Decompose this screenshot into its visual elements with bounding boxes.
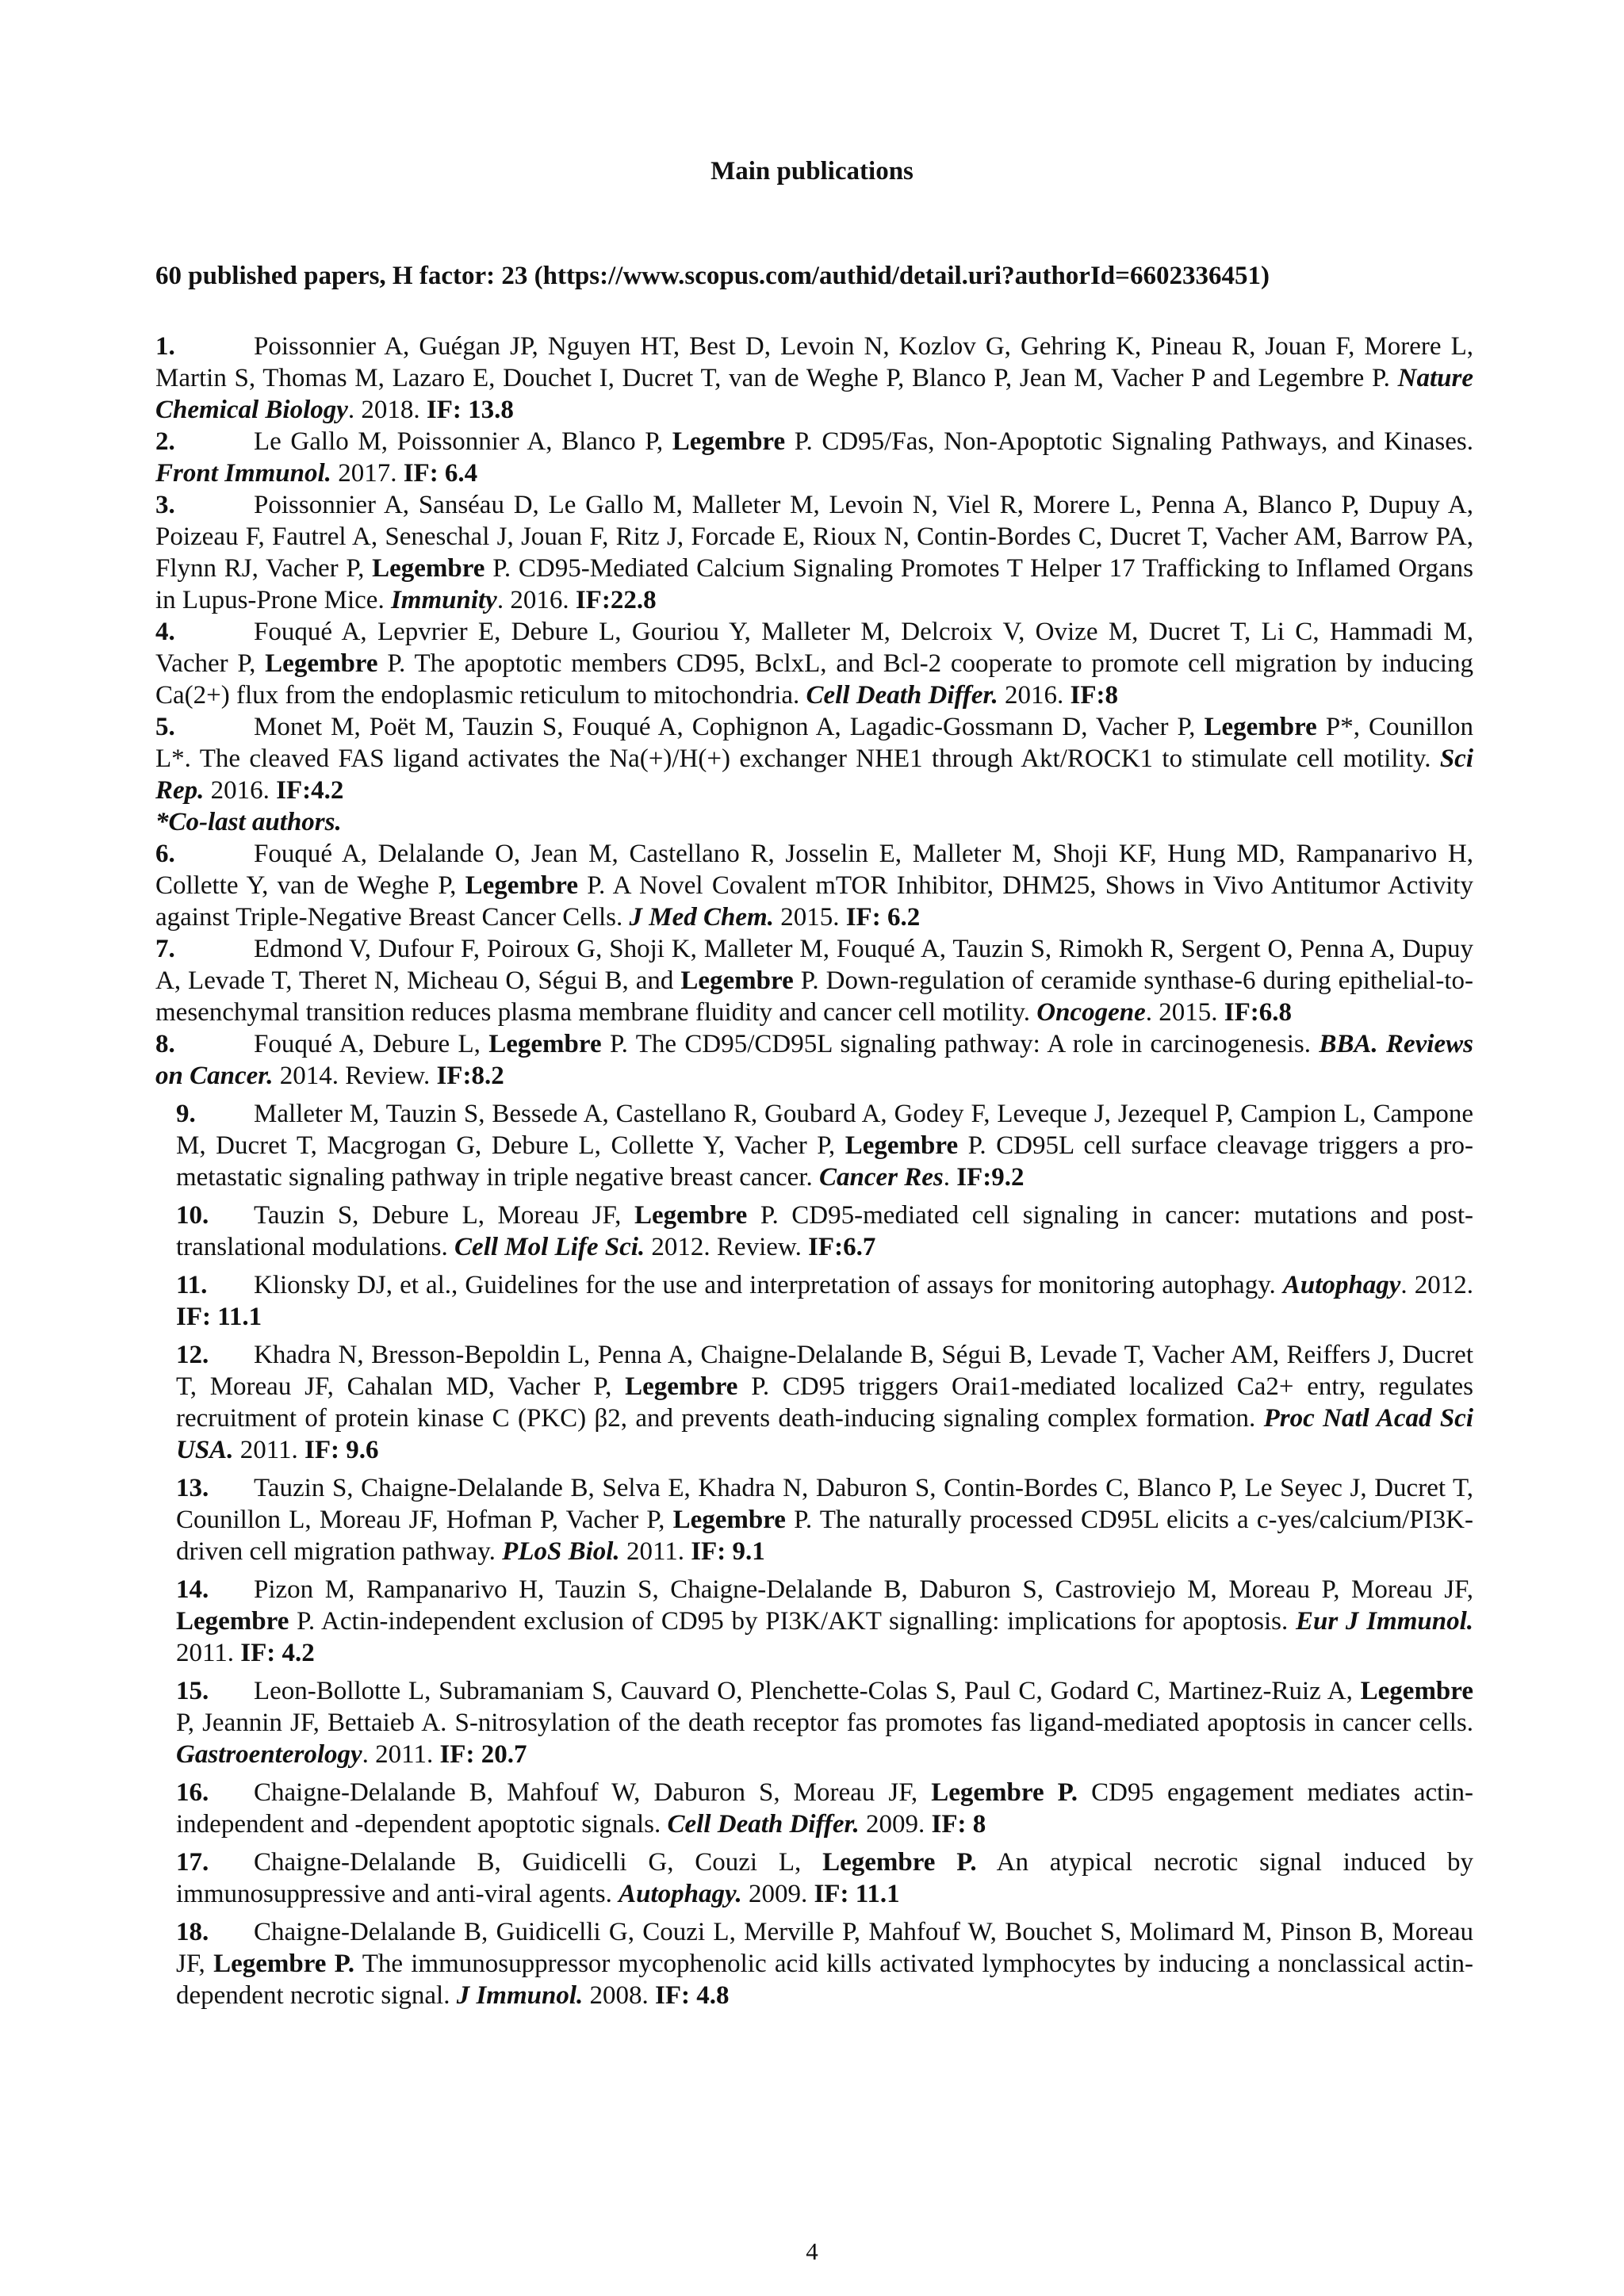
publication-journal: Cell Death Differ.: [806, 681, 998, 710]
publication-title: The immunosuppressor mycophenolic acid kills activated lymphocytes by inducing a nonclassical actin-dependent necrotic signal.: [176, 1950, 1473, 2010]
impact-factor: IF: 9.1: [691, 1537, 765, 1566]
publication-journal: Immunity: [390, 586, 497, 614]
publication-entry: [155, 1916, 1473, 2011]
self-author: Legembre: [845, 1131, 959, 1160]
publication-year: 2011.: [176, 1639, 241, 1667]
publication-authors: Tauzin S, Debure L, Moreau JF,: [254, 1201, 634, 1230]
self-author: Legembre: [465, 871, 578, 900]
co-last-footnote: *Co-last authors.: [155, 808, 342, 836]
impact-factor: IF:8: [1070, 681, 1119, 710]
publication-year: 2009.: [859, 1810, 932, 1839]
impact-factor: IF: 13.8: [426, 396, 514, 424]
publication-authors: Chaigne-Delalande B, Guidicelli G, Couzi L, Merville P, Mahfouf W, Bouchet S, Molimard M, Pinson B, Moreau JF,: [176, 1918, 1473, 1978]
publication-title: An atypical necrotic signal induced by immunosuppressive and anti-viral agents.: [176, 1848, 1473, 1908]
publication-authors: Malleter M, Tauzin S, Bessede A, Castellano R, Goubard A, Godey F, Leveque J, Jezequel P, Campion L, Campone M, Ducret T, Macgrogan G, Debure L, Collette Y, Vacher P,: [176, 1100, 1473, 1160]
publication-title: Guidelines for the use and interpretation of assays for monitoring autophagy.: [458, 1271, 1283, 1299]
publication-year: 2009.: [741, 1880, 814, 1908]
publication-title: Down-regulation of ceramide synthase-6 during epithelial-to-mesenchymal transition reduces plasma membrane fluidity and cancer cell motility.: [155, 966, 1473, 1027]
publication-journal: Nature Chemical Biology: [155, 364, 1474, 424]
publication-authors: Poissonnier A, Guégan JP, Nguyen HT, Best D, Levoin N, Kozlov G, Gehring K, Pineau R, Jouan F, Morere L, Martin S, Thomas M, Lazaro E, Douchet I, Ducret T, van de Weghe P, Blanco P, Jean M, Vacher P and Legembre P.: [155, 332, 1473, 392]
publication-co-authors: P.: [737, 1372, 770, 1401]
publication-entry: [155, 616, 1473, 711]
publication-year: . 2016.: [496, 586, 576, 614]
self-author: Legembre P.: [822, 1848, 977, 1877]
impact-factor: IF: 6.2: [845, 903, 921, 932]
publication-journal: Cell Mol Life Sci.: [454, 1233, 645, 1261]
self-author: Legembre: [672, 1506, 786, 1534]
publication-summary: 60 published papers, H factor: 23 (https://www.scopus.com/authid/detail.uri?authorId=6602336451): [155, 262, 1270, 290]
self-author: Legembre: [488, 1030, 602, 1058]
self-author: Legembre: [625, 1372, 738, 1401]
publication-year: 2015.: [773, 903, 846, 932]
page-number: 4: [806, 2237, 818, 2265]
publication-year: 2016.: [998, 681, 1071, 710]
impact-factor: IF:6.8: [1224, 998, 1292, 1027]
self-author: Legembre: [680, 966, 794, 995]
publication-number: 9.: [176, 1100, 196, 1128]
publication-entry: [155, 1028, 1473, 1092]
publication-entry: [155, 1574, 1473, 1669]
publication-journal: Front Immunol.: [155, 459, 331, 488]
publication-title: The cleaved FAS ligand activates the Na(+)/H(+) exchanger NHE1 through Akt/ROCK1 to stimulate cell motility.: [190, 744, 1440, 773]
publication-journal: J Med Chem.: [629, 903, 774, 932]
publication-authors: Monet M, Poët M, Tauzin S, Fouqué A, Cophignon A, Lagadic-Gossmann D, Vacher P,: [254, 713, 1205, 741]
publication-authors: Tauzin S, Chaigne-Delalande B, Selva E, Khadra N, Daburon S, Contin-Bordes C, Blanco P, Le Seyec J, Ducret T, Counillon L, Moreau JF, Hofman P, Vacher P,: [176, 1474, 1473, 1534]
impact-factor: IF: 20.7: [439, 1740, 527, 1769]
publication-entry: [155, 1472, 1473, 1567]
publication-entry: [155, 711, 1473, 806]
self-author: Legembre: [672, 427, 786, 456]
publication-co-authors: P.: [377, 649, 406, 678]
publication-co-authors: P.: [793, 966, 819, 995]
publication-title: CD95/Fas, Non-Apoptotic Signaling Pathways, and Kinases.: [812, 427, 1473, 456]
self-author: Legembre: [1360, 1677, 1473, 1705]
publication-number: 15.: [176, 1677, 209, 1705]
publication-title: CD95L cell surface cleavage triggers a pro-metastatic signaling pathway in triple negative breast cancer.: [176, 1131, 1473, 1192]
publication-journal: Proc Natl Acad Sci USA.: [176, 1404, 1473, 1464]
publication-year: 2016.: [204, 776, 277, 805]
publication-co-authors: P.: [485, 554, 511, 583]
self-author: Legembre P.: [931, 1778, 1078, 1807]
publication-number: 12.: [176, 1341, 209, 1369]
publication-number: 18.: [176, 1918, 209, 1946]
publication-number: 16.: [176, 1778, 209, 1807]
publication-number: 13.: [176, 1474, 209, 1502]
publication-authors: Chaigne-Delalande B, Guidicelli G, Couzi L,: [254, 1848, 823, 1877]
impact-factor: IF: 4.8: [655, 1981, 730, 2010]
publication-entry: [155, 1777, 1473, 1840]
publication-entry: [155, 1846, 1473, 1910]
publication-year: . 2011.: [362, 1740, 440, 1769]
publication-year: 2017.: [331, 459, 404, 488]
publication-title: The naturally processed CD95L elicits a c-yes/calcium/PI3K-driven cell migration pathway.: [176, 1506, 1473, 1566]
publication-number: 6.: [155, 840, 175, 868]
publication-number: 8.: [155, 1030, 175, 1058]
publication-year: 2008.: [583, 1981, 656, 2010]
publication-year: 2014. Review.: [273, 1062, 437, 1090]
publication-title: CD95-mediated cell signaling in cancer: mutations and post-translational modulations.: [176, 1201, 1474, 1261]
publication-journal: Autophagy: [1282, 1271, 1401, 1299]
self-author: Legembre: [265, 649, 378, 678]
publication-co-authors: P.: [289, 1607, 316, 1636]
page-title: Main publications: [710, 157, 914, 186]
publication-number: 1.: [155, 332, 175, 361]
publication-authors: Chaigne-Delalande B, Mahfouf W, Daburon S, Moreau JF,: [254, 1778, 932, 1807]
publication-entry: [155, 1269, 1473, 1333]
self-author: Legembre: [372, 554, 485, 583]
publication-number: 10.: [176, 1201, 209, 1230]
publication-year: .: [943, 1163, 957, 1192]
publication-title: The CD95/CD95L signaling pathway: A role in carcinogenesis.: [627, 1030, 1320, 1058]
publication-co-authors: P*, Counillon L*.: [155, 713, 1473, 773]
impact-factor: IF: 11.1: [814, 1880, 900, 1908]
publication-co-authors: P.: [601, 1030, 628, 1058]
publication-year: . 2018.: [347, 396, 427, 424]
publication-number: 3.: [155, 491, 175, 519]
publication-year: 2012. Review.: [645, 1233, 809, 1261]
impact-factor: IF: 6.4: [403, 459, 478, 488]
publication-entry: [155, 1339, 1473, 1466]
publication-title: The apoptotic members CD95, BclxL, and Bcl-2 cooperate to promote cell migration by inducing Ca(2+) flux from the endoplasmic reticulum to mitochondria.: [155, 649, 1473, 710]
publication-year: 2011.: [619, 1537, 691, 1566]
self-author: Legembre: [1204, 713, 1317, 741]
publication-entry: [155, 1098, 1473, 1193]
self-author: Legembre P.: [213, 1950, 355, 1978]
publication-entry: [155, 331, 1473, 426]
publication-title: S-nitrosylation of the death receptor fas promotes fas ligand-mediated apoptosis in cancer cells.: [446, 1709, 1473, 1737]
publication-title: CD95-Mediated Calcium Signaling Promotes T Helper 17 Trafficking to Inflamed Organs in Lupus-Prone Mice.: [155, 554, 1473, 614]
impact-factor: IF: 9.6: [304, 1436, 379, 1464]
publication-entry: [155, 933, 1473, 1028]
publication-title: CD95 engagement mediates actin-independent and -dependent apoptotic signals.: [176, 1778, 1473, 1839]
publication-co-authors: P.: [958, 1131, 986, 1160]
publication-title: CD95 triggers Orai1-mediated localized Ca2+ entry, regulates recruitment of protein kinase C (PKC) β2, and prevents death-inducing signaling complex formation.: [176, 1372, 1473, 1433]
publication-title: [1390, 364, 1398, 392]
publication-entry: [155, 426, 1473, 489]
impact-factor: IF:9.2: [956, 1163, 1025, 1192]
publication-journal: J Immunol.: [456, 1981, 584, 2010]
publication-journal: Gastroenterology: [176, 1740, 362, 1769]
publication-title: A Novel Covalent mTOR Inhibitor, DHM25, Shows in Vivo Antitumor Activity against Triple-Negative Breast Cancer Cells.: [155, 871, 1474, 932]
publication-number: 11.: [176, 1271, 208, 1299]
impact-factor: IF:4.2: [276, 776, 344, 805]
impact-factor: IF:6.7: [808, 1233, 876, 1261]
impact-factor: IF:8.2: [436, 1062, 504, 1090]
publication-year: . 2015.: [1145, 998, 1224, 1027]
publication-journal: Oncogene: [1036, 998, 1146, 1027]
publication-co-authors: P.: [785, 427, 813, 456]
publication-authors: Fouqué A, Lepvrier E, Debure L, Gouriou Y, Malleter M, Delcroix V, Ovize M, Ducret T, Li C, Hammadi M, Vacher P,: [155, 618, 1473, 678]
publication-journal: BBA. Reviews on Cancer.: [155, 1030, 1473, 1090]
publication-authors: Fouqué A, Debure L,: [254, 1030, 489, 1058]
publication-co-authors: P.: [578, 871, 606, 900]
publication-journal: PLoS Biol.: [502, 1537, 620, 1566]
publication-year: . 2012.: [1400, 1271, 1473, 1299]
publication-co-authors: P, Jeannin JF, Bettaieb A.: [176, 1709, 447, 1737]
publication-number: 5.: [155, 713, 175, 741]
publication-journal: Eur J Immunol.: [1295, 1607, 1474, 1636]
publication-number: 7.: [155, 935, 175, 963]
publication-journal: Autophagy.: [619, 1880, 742, 1908]
publication-co-authors: P.: [747, 1201, 779, 1230]
self-author: Legembre: [176, 1607, 289, 1636]
publication-title: Actin-independent exclusion of CD95 by PI3K/AKT signalling: implications for apoptosis.: [315, 1607, 1296, 1636]
publication-authors: Khadra N, Bresson-Bepoldin L, Penna A, Chaigne-Delalande B, Ségui B, Levade T, Vacher AM, Reiffers J, Ducret T, Moreau JF, Cahalan MD, Vacher P,: [176, 1341, 1473, 1401]
impact-factor: IF:22.8: [575, 586, 657, 614]
publication-journal: Sci Rep.: [155, 744, 1473, 805]
publication-authors: Poissonnier A, Sanséau D, Le Gallo M, Malleter M, Levoin N, Viel R, Morere L, Penna A, Blanco P, Dupuy A, Poizeau F, Fautrel A, Seneschal J, Jouan F, Ritz J, Forcade E, Rioux N, Contin-Bordes C, Ducret T, Vacher AM, Barrow PA, Flynn RJ, Vacher P,: [155, 491, 1473, 583]
publication-authors: Leon-Bollotte L, Subramaniam S, Cauvard O, Plenchette-Colas S, Paul C, Godard C, Martinez-Ruiz A,: [254, 1677, 1361, 1705]
publication-journal: Cancer Res: [818, 1163, 944, 1192]
publication-authors: Klionsky DJ, et al.,: [254, 1271, 458, 1299]
publication-authors: Fouqué A, Delalande O, Jean M, Castellano R, Josselin E, Malleter M, Shoji KF, Hung MD, Rampanarivo H, Collette Y, van de Weghe P,: [155, 840, 1473, 900]
publication-list: [155, 331, 1473, 2011]
publication-authors: Edmond V, Dufour F, Poiroux G, Shoji K, Malleter M, Fouqué A, Tauzin S, Rimokh R, Sergent O, Penna A, Dupuy A, Levade T, Theret N, Micheau O, Ségui B, and: [155, 935, 1473, 995]
publication-authors: Pizon M, Rampanarivo H, Tauzin S, Chaigne-Delalande B, Daburon S, Castroviejo M, Moreau P, Moreau JF,: [254, 1575, 1473, 1604]
publication-authors: Le Gallo M, Poissonnier A, Blanco P,: [254, 427, 672, 456]
publication-co-authors: P.: [785, 1506, 813, 1534]
publication-entry: [155, 1675, 1473, 1770]
publication-number: 2.: [155, 427, 175, 456]
impact-factor: IF: 4.2: [240, 1639, 315, 1667]
publication-entry: [155, 838, 1473, 933]
publication-entry: [155, 1200, 1473, 1263]
impact-factor: IF: 8: [931, 1810, 986, 1839]
publication-entry: [155, 489, 1473, 616]
publication-number: 4.: [155, 618, 175, 646]
publication-number: 14.: [176, 1575, 209, 1604]
publication-number: 17.: [176, 1848, 209, 1877]
self-author: Legembre: [634, 1201, 748, 1230]
publication-journal: Cell Death Differ.: [667, 1810, 860, 1839]
impact-factor: IF: 11.1: [176, 1303, 262, 1331]
publication-year: 2011.: [233, 1436, 304, 1464]
